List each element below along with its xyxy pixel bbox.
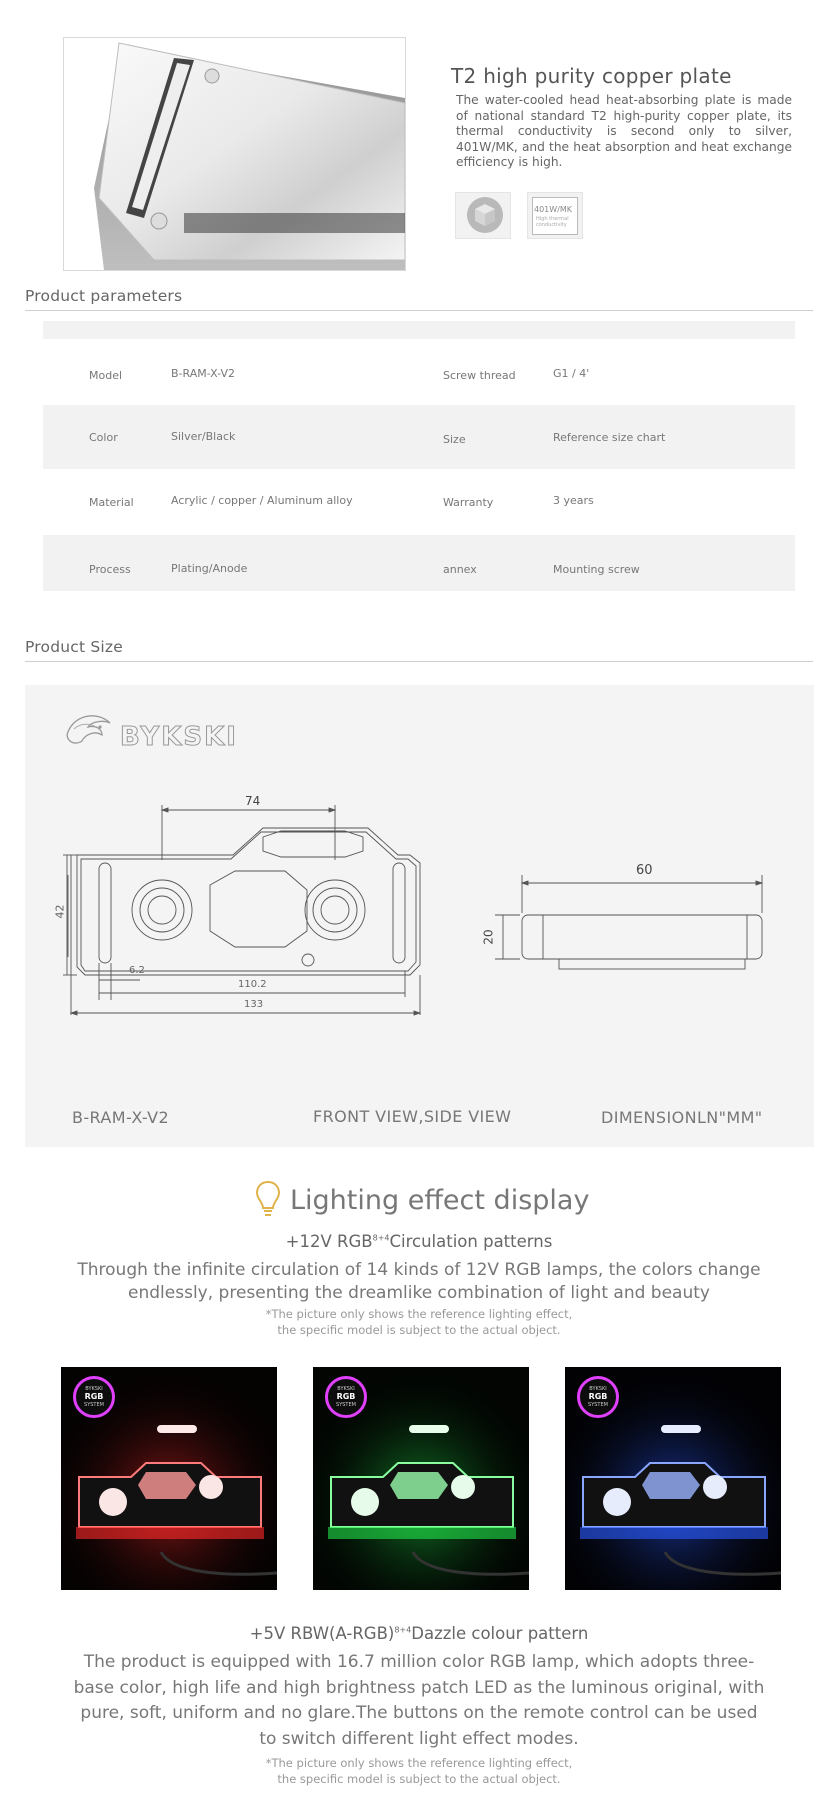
param-label: Warranty bbox=[443, 496, 494, 509]
rgb-badge-mid: RGB bbox=[336, 1392, 356, 1401]
thermal-caption-1: High thermal bbox=[536, 216, 569, 222]
param-label: Material bbox=[89, 496, 134, 509]
size-heading: Product Size bbox=[25, 638, 123, 656]
lighting-title: Lighting effect display bbox=[290, 1185, 590, 1216]
note2-line-1: *The picture only shows the reference lighting effect, bbox=[265, 1756, 573, 1770]
param-value: Acrylic / copper / Aluminum alloy bbox=[171, 494, 353, 507]
rgb-badge-top: BYKSKI bbox=[337, 1386, 355, 1392]
lighting-note bbox=[0, 1306, 838, 1338]
dim-20-label: 20 bbox=[481, 929, 496, 945]
param-label: Process bbox=[89, 563, 131, 576]
rgb-system-badge bbox=[325, 1376, 367, 1418]
cube-badge bbox=[455, 192, 511, 239]
param-value: Reference size chart bbox=[553, 431, 666, 444]
rgb-badge-bottom: SYSTEM bbox=[588, 1402, 608, 1408]
argb-sup: 8+4 bbox=[394, 1625, 412, 1635]
param-value: Silver/Black bbox=[171, 430, 236, 443]
copper-plate-description: The water-cooled head heat-absorbing plate is made of national standard T2 high-purity copper plate, its thermal conductivity is second only to silver, 401W/MK, and the heat absorption and heat exchange efficiency is high. bbox=[456, 93, 792, 170]
param-label: Color bbox=[89, 431, 118, 444]
param-value: B-RAM-X-V2 bbox=[171, 367, 235, 380]
note-line-1: *The picture only shows the reference lighting effect, bbox=[265, 1307, 573, 1321]
rgb-badge-top: BYKSKI bbox=[589, 1386, 607, 1392]
parameters-top-band bbox=[43, 321, 795, 339]
rgb12-sup: 8+4 bbox=[372, 1233, 390, 1243]
dim-133-label: 133 bbox=[244, 999, 264, 1010]
dim-42-label: 42 bbox=[53, 904, 67, 919]
rgb12-heading bbox=[0, 1232, 838, 1251]
size-caption-view: FRONT VIEW,SIDE VIEW bbox=[313, 1107, 512, 1126]
dim-110-2-label: 110.2 bbox=[238, 979, 267, 990]
rgb12-main: +12V RGB bbox=[285, 1232, 373, 1251]
size-rule bbox=[25, 661, 813, 662]
dim-6-2-label: 6.2 bbox=[129, 965, 145, 976]
rgb-badge-mid: RGB bbox=[588, 1392, 608, 1401]
rgb-badge-top: BYKSKI bbox=[85, 1386, 103, 1392]
note-line-2: the specific model is subject to the actual object. bbox=[277, 1323, 561, 1337]
param-value: Plating/Anode bbox=[171, 562, 248, 575]
param-label: annex bbox=[443, 563, 477, 576]
cube-icon bbox=[456, 193, 510, 238]
thermal-conductivity-badge bbox=[527, 192, 583, 239]
dimension-drawing-panel bbox=[25, 685, 814, 1147]
argb-rest: Dazzle colour pattern bbox=[411, 1624, 589, 1643]
param-label: Model bbox=[89, 369, 123, 382]
dim-74-label: 74 bbox=[245, 794, 261, 808]
param-label: Size bbox=[443, 433, 466, 446]
param-value: Mounting screw bbox=[553, 563, 640, 576]
dim-60-label: 60 bbox=[636, 863, 653, 878]
parameters-band-2 bbox=[43, 405, 795, 469]
thermal-caption-2: conductivity bbox=[536, 222, 567, 228]
size-caption-unit: DIMENSIONLN"MM" bbox=[601, 1108, 763, 1127]
rgb12-rest: Circulation patterns bbox=[389, 1232, 553, 1251]
rgb12-body: Through the infinite circulation of 14 kinds of 12V RGB lamps, the colors change endlessly, presenting the dreamlike combination of light and beauty bbox=[77, 1260, 761, 1303]
argb-heading bbox=[0, 1624, 838, 1643]
rgb-badge-bottom: SYSTEM bbox=[84, 1402, 104, 1408]
copper-plate-title: T2 high purity copper plate bbox=[451, 64, 732, 88]
copper-plate-photo bbox=[63, 37, 406, 271]
rgb-system-badge bbox=[577, 1376, 619, 1418]
thermal-value: 401W/MK bbox=[534, 205, 573, 214]
param-value: 3 years bbox=[553, 494, 594, 507]
rgb-badge-bottom: SYSTEM bbox=[336, 1402, 356, 1408]
parameters-rule bbox=[25, 310, 813, 311]
brand-logo-text: BYKSKI bbox=[120, 722, 238, 752]
parameters-band-4 bbox=[43, 535, 795, 591]
note2-line-2: the specific model is subject to the actual object. bbox=[277, 1772, 561, 1786]
lighting-note-2 bbox=[0, 1755, 838, 1787]
argb-main: +5V RBW(A-RGB) bbox=[249, 1624, 395, 1643]
argb-body: The product is equipped with 16.7 million color RGB lamp, which adopts three-base color, high life and high brightness patch LED as the luminous original, with pure, soft, uniform and no glare.The buttons on the remote control can be used to switch different light effect modes. bbox=[73, 1652, 765, 1749]
rgb-badge-mid: RGB bbox=[84, 1392, 104, 1401]
param-label: Screw thread bbox=[443, 369, 516, 382]
param-value: G1 / 4' bbox=[553, 367, 590, 380]
lightbulb-icon bbox=[255, 1180, 281, 1222]
front-side-view-drawing bbox=[25, 685, 814, 1147]
parameters-heading: Product parameters bbox=[25, 287, 183, 305]
rgb-system-badge bbox=[73, 1376, 115, 1418]
size-caption-model: B-RAM-X-V2 bbox=[72, 1108, 170, 1127]
